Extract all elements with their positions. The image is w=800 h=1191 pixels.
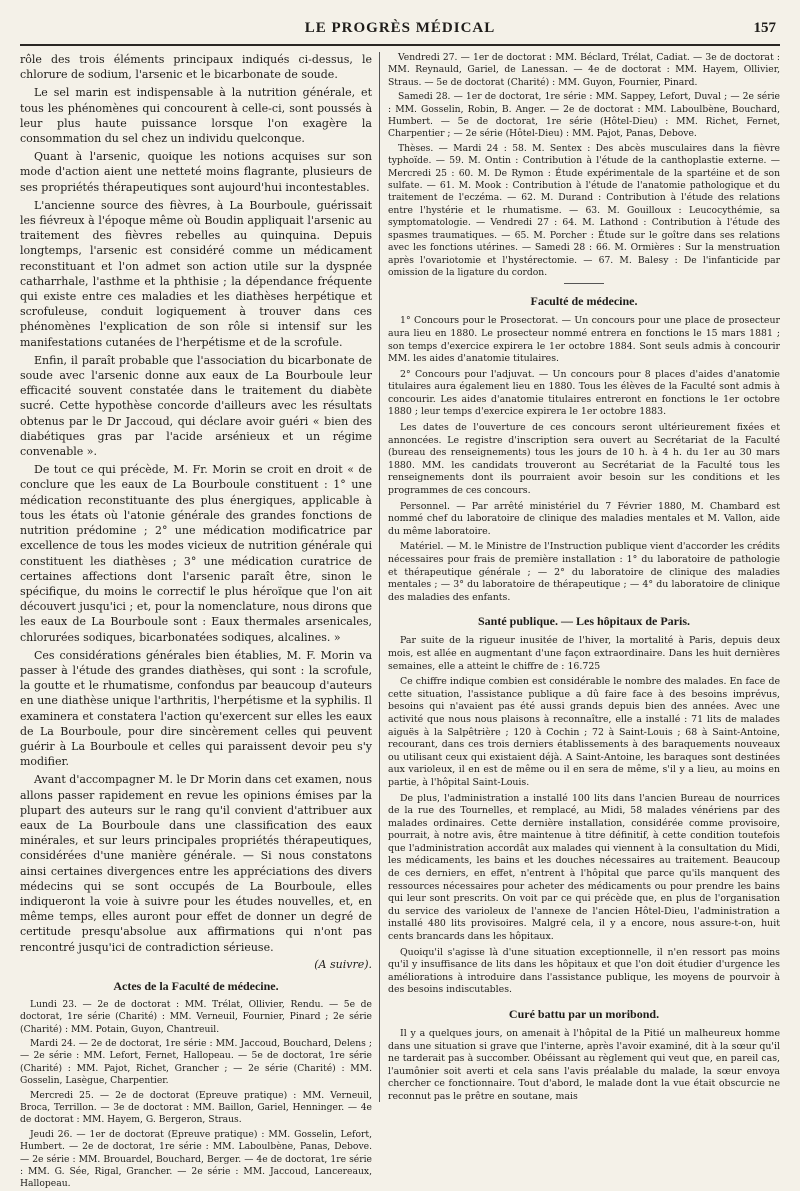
continued-note: (A suivre). <box>314 957 372 971</box>
paragraph: Enfin, il paraît probable que l'association du bicarbonate de soude avec l'arsenic donne aux eaux de La Bourboule leur efficacité souvent constatée dans le traitement du diabète sucré. Cette hypothèse concorde d'ailleurs avec les résultats obtenus par le Dr Jaccoud, qui déclare avoir guéri « bien des diabétiques gras par l'acide arsénieux et un régime convenable ». <box>20 353 372 459</box>
exam-entry: Mardi 24. — 2e de doctorat, 1re série : MM. Jaccoud, Bouchard, Delens ; — 2e série : MM. Lefort, Fernet, Hallopeau. — 5e de doctorat, 1re série (Charité) : MM. Pajot, Richet, Grancher ; — 2e série (Charité) : MM. Gosselin, Lasègue, Charpentier. <box>20 1038 372 1087</box>
paragraph: De tout ce qui précède, M. Fr. Morin se croit en droit « de conclure que les eaux de La Bourboule constituent : 1° une médication reconstituante des plus énergiques, applicable à tous les états où l'atonie générale des grandes fonctions de nutrition prédomine ; 2° une médication modificatrice par excellence de tous les modes vicieux de nutrition générale qui constituent les diathèses ; 3° une médication curatrice de certaines affections dont l'arsenic paraît être, sinon le spécifique, du moins le correctif le plus héroïque que l'on ait découvert jusqu'ici ; et, pour la nomenclature, nous dirons que les eaux de La Bourboule sont : Eaux thermales arsenicales, chlorurées sodiques, bicarbonatées sodiques, alcalines. » <box>20 463 372 644</box>
paragraph: Le sel marin est indispensable à la nutrition générale, et tous les phénomènes qui concourent à celle-ci, sont poussés à leur plus haute puissance lorsque l'on exagère la consommation du sel chez un individu quelconque. <box>20 86 372 146</box>
paragraph: 1° Concours pour le Prosectorat. — Un concours pour une place de prosecteur aura lieu en 1880. Le prosecteur nommé entrera en fonctions le 15 mars 1881 ; son temps d'exercice expirera le 1er octobre 1884. Sont seuls admis à concourir MM. les aides d'anatomie titulaires. <box>388 315 780 365</box>
paragraph: Ce chiffre indique combien est considérable le nombre des malades. En face de cette situation, l'assistance publique a dû faire face à des besoins imprévus, besoins qui n'avaient pas été aussi grands depuis bien des années. Avec une activité que nous nous plaisons à reconnaître, elle a installé : 71 lits de malades aiguës à la Salpêtrière ; 120 à Cochin ; 72 à Saint-Louis ; 68 à Saint-Antoine, recourant, dans ces trois derniers établissements à des baraquements nouveaux ou utilisant ceux qui existaient déjà. A Saint-Antoine, les baraques sont destinées aux varioleux, il en est de même ou il en sera de même, s'il y a lieu, au moins en partie, à l'hôpital Saint-Louis. <box>388 676 780 788</box>
paragraph: De plus, l'administration a installé 100 lits dans l'ancien Bureau de nourrices de la rue des Tournelles, et remplacé, au Midi, 58 malades vénériens par des malades ordinaires. Cette dernière installation, considérée comme provisoire, pourrait, à notre avis, être maintenue à titre définitif, à cette condition toutefois que l'administration accordât aux malades qui viennent à la consultation du Midi, les médicaments, les bains et les douches nécessaires au traitement. Beaucoup de ces derniers, en effet, n'entrent à l'hôpital que parce qu'ils manquent des ressources nécessaires pour acheter des médicaments ou pour prendre les bains qui leur sont prescrits. On voit par ce qui précède que, en plus de l'organisation du service des varioleux de l'annexe de l'ancien Hôtel-Dieu, l'administration a installé 480 lits provisoires. Malgré cela, il y a encore, nous assure-t-on, huit cents brancards dans les hôpitaux. <box>388 792 780 943</box>
actes-list <box>20 999 372 1191</box>
paragraph: Il y a quelques jours, on amenait à l'hôpital de la Pitié un malheureux homme dans une situation si grave que l'interne, après l'avoir examiné, dit à la sœur qu'il ne tarderait pas à succomber. Obéissant au règlement qui veut que, en pareil cas, l'aumônier soit averti et cela sans l'avis préalable du malade, la sœur envoya chercher ce fonctionnaire. Tout d'abord, le malade dont la vue était obscurcie ne reconnut pas le prêtre en soutane, mais <box>388 1028 780 1102</box>
paragraph: Quoiqu'il s'agisse là d'une situation exceptionnelle, il n'en ressort pas moins qu'il y insuffisance de lits dans les hôpitaux et que l'on doit étudier d'urgence les améliorations à introduire dans l'assistance publique, les moyens de pourvoir à des besoins indiscutables. <box>388 946 780 996</box>
exam-entry: Samedi 28. — 1er de doctorat, 1re série : MM. Sappey, Lefort, Duval ; — 2e série : MM. Gosselin, Robin, B. Anger. — 2e de doctorat : MM. Laboulbène, Bouchard, Humbert. — 5e de doctorat, 1re série (Hôtel-Dieu) : MM. Richet, Fernet, Charpentier ; — 2e série (Hôtel-Dieu) : MM. Pajot, Panas, Debove. <box>388 91 780 140</box>
page-number: 157 <box>753 20 776 36</box>
exam-entry: Vendredi 27. — 1er de doctorat : MM. Béclard, Trélat, Cadiat. — 3e de doctorat : MM. Reynauld, Gariel, de Lanessan. — 4e de doctorat : MM. Hayem, Ollivier, Straus. — 5e de doctorat (Charité) : MM. Guyon, Fournier, Pinard. <box>388 52 780 88</box>
paragraph: Avant d'accompagner M. le Dr Morin dans cet examen, nous allons passer rapidement en revue les opinions émises par la plupart des auteurs sur le rang qu'il convient d'attribuer aux eaux de La Bourboule dans une classification des eaux minérales, et sur leurs principales propriétés thérapeutiques, considérées d'une manière générale. — Si nous constatons ainsi certaines divergences entre les appréciations des divers médecins qui se sont occupés de La Bourboule, elles indiqueront la voie à suivre pour les études nouvelles, et, en même temps, elles auront pour effet de donner un degré de certitude presqu'absolue aux affirmations qui n'ont pas rencontré jusqu'ici de contradiction sérieuse. <box>20 773 372 954</box>
article-body <box>20 52 372 971</box>
paragraph: Ces considérations générales bien établies, M. F. Morin va passer à l'étude des grandes diathèses, qui sont : la scrofule, la goutte et le rhumatisme, confondus par beaucoup d'auteurs en une diathèse unique l'arthritis, l'herpétisme et la syphilis. Il examinera et constatera l'action qu'exercent sur elles les eaux de La Bourboule, pour dire sincèrement celles qui peuvent guérir à La Bourboule et celles qui paraissent devoir peu s'y modifier. <box>20 648 372 769</box>
divider <box>564 283 604 284</box>
section-heading-actes: Actes de la Faculté de médecine. <box>113 978 279 993</box>
theses-entry: Thèses. — Mardi 24 : 58. M. Sentex : Des abcès musculaires dans la fièvre typhoïde. — 59. M. Ontin : Contribution à l'étude de la canthoplastie externe. — Mercredi 25 : 60. M. De Rymon : Étude expérimentale de la spartéine et de son sulfate. — 61. M. Mook : Contribution à l'étude de l'anatomie pathologique et du traitement de l'eczéma. — 62. M. Durand : Contribution à l'étude des relations entre l'hystérie et le rhumatisme. — 63. M. Gouilloux : Leucocythémie, sa symptomatologie. — Vendredi 27 : 64. M. Lathond : Contribution à l'étude des spasmes traumatiques. — 65. M. Porcher : Étude sur le goître dans ses relations avec les fonctions utérines. — Samedi 28 : 66. M. Ormières : Sur la menstruation après l'ovariotomie et l'hystérectomie. — 67. M. Balesy : De l'infanticide par omission de la ligature du cordon. <box>388 142 780 278</box>
paragraph: rôle des trois éléments principaux indiqués ci-dessus, le chlorure de sodium, l'arsenic et le bicarbonate de soude. <box>20 53 372 82</box>
left-column <box>20 52 372 1190</box>
exam-entry: Jeudi 26. — 1er de doctorat (Epreuve pratique) : MM. Gosselin, Lefort, Humbert. — 2e de doctorat, 1re série : MM. Laboulbène, Panas, Debove. — 2e série : MM. Brouardel, Bouchard, Berger. — 4e de doctorat, 1re série : MM. G. Sée, Rigal, Grancher. — 2e série : MM. Jaccoud, Lancereaux, Hallopeau. <box>20 1128 372 1190</box>
paragraph: Par suite de la rigueur inusitée de l'hiver, la mortalité à Paris, depuis deux mois, est allée en augmentant d'une façon extraordinaire. Dans les huit dernières semaines, elle a atteint le chiffre de : 16.725 <box>388 635 780 672</box>
column-divider <box>379 52 380 1102</box>
paragraph: Personnel. — Par arrêté ministériel du 7 Février 1880, M. Chambard est nommé chef du laboratoire de clinique des maladies mentales et M. Vallon, aide du même laboratoire. <box>388 500 780 537</box>
section-heading-faculte: Faculté de médecine. <box>530 294 638 309</box>
actes-continued <box>388 52 780 279</box>
paragraph: 2° Concours pour l'adjuvat. — Un concours pour 8 places d'aides d'anatomie titulaires aura également lieu en 1880. Tous les élèves de la Faculté sont admis à concourir. Les aides d'anatomie titulaires entreront en fonctions le 1er octobre 1880 ; leur temps d'exercice expirera le 1er octobre 1883. <box>388 368 780 418</box>
section-heading-cure: Curé battu par un moribond. <box>508 1007 660 1021</box>
paragraph: Quant à l'arsenic, quoique les notions acquises sur son mode d'action aient une netteté moins flagrante, plusieurs de ses propriétés thérapeutiques sont aujourd'hui incontestables. <box>20 150 372 194</box>
journal-title: LE PROGRÈS MÉDICAL <box>304 20 496 36</box>
columns <box>20 52 780 1190</box>
right-column <box>388 52 780 1102</box>
exam-entry: Lundi 23. — 2e de doctorat : MM. Trélat, Ollivier, Rendu. — 5e de doctorat, 1re série (Charité) : MM. Verneuil, Fournier, Pinard ; 2e série (Charité) : MM. Potain, Guyon, Chantreuil. <box>20 998 372 1035</box>
section-heading-sante: Santé publique. — Les hôpitaux de Paris. <box>477 614 691 629</box>
newspaper-page <box>20 18 780 1190</box>
exam-entry: Mercredi 25. — 2e de doctorat (Epreuve pratique) : MM. Verneuil, Broca, Terrillon. — 3e de doctorat : MM. Baillon, Gariel, Henninger. — 4e de doctorat : MM. Hayem, G. Bergeron, Straus. <box>20 1089 372 1126</box>
paragraph: Les dates de l'ouverture de ces concours seront ultérieurement fixées et annoncées. Le registre d'inscription sera ouvert au Secrétariat de la Faculté (bureau des renseignements) tous les jours de 10 h. à 4 h. du 1er au 30 mars 1880. MM. les candidats trouveront au Secrétariat de la Faculté tous les renseignements dont ils pourraient avoir besoin sur les conditions et les programmes de ces concours. <box>388 422 780 497</box>
paragraph: L'ancienne source des fièvres, à La Bourboule, guérissait les fiévreux à l'époque même où Boudin appliquait l'arsenic au traitement des fièvres rebelles au quinquina. Depuis longtemps, l'arsenic est considéré comme un médicament reconstituant et l'on admet son action utile sur la dyspnée catharrhale, l'asthme et la phthisie ; la dépendance fréquente qui existe entre ces maladies et les diathèses herpétique et scrofuleuse, conduit logiquement à trouver dans ces phénomènes l'explication de son rôle si intensif sur les manifestations cutanées de l'herpétisme et de la scrofule. <box>20 198 372 349</box>
page-header <box>20 18 780 46</box>
paragraph: Matériel. — M. le Ministre de l'Instruction publique vient d'accorder les crédits nécessaires pour frais de première installation : 1° du laboratoire de pathologie et thérapeutique générale ; — 2° du laboratoire de clinique des maladies mentales ; — 3° du laboratoire de thérapeutique ; — 4° du laboratoire de clinique des maladies des enfants. <box>388 541 780 603</box>
